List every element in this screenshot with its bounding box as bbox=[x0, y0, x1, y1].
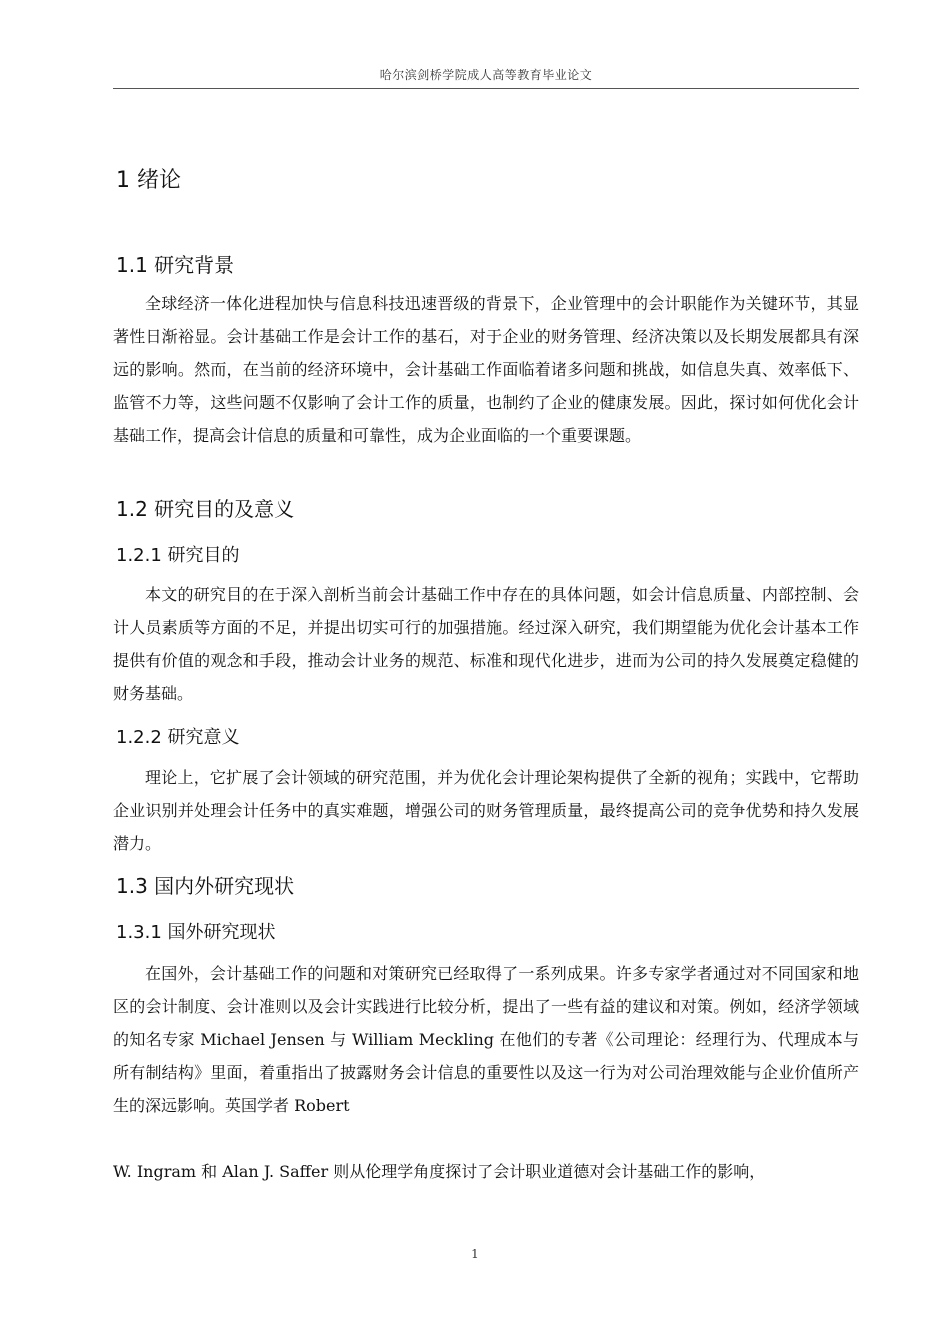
header-rule bbox=[113, 88, 859, 89]
section-heading-1-2: 1.2 研究目的及意义 bbox=[116, 497, 295, 521]
page-number: 1 bbox=[471, 1247, 479, 1261]
section-heading-1-2-2: 1.2.2 研究意义 bbox=[116, 727, 240, 748]
paragraph-significance: 理论上，它扩展了会计领域的研究范围，并为优化会计理论架构提供了全新的视角；实践中，它帮助企业识别并处理会计任务中的真实难题，增强公司的财务管理质量，最终提高公司的竞争优势和持久发展潜力。 bbox=[113, 768, 859, 853]
section-heading-1-3-1: 1.3.1 国外研究现状 bbox=[116, 922, 276, 943]
section-heading-1-1: 1.1 研究背景 bbox=[116, 253, 235, 277]
paragraph-purpose: 本文的研究目的在于深入剖析当前会计基础工作中存在的具体问题，如会计信息质量、内部控制、会计人员素质等方面的不足，并提出切实可行的加强措施。经过深入研究，我们期望能为优化会计基本工作提供有价值的观念和手段，推动会计业务的规范、标准和现代化进步，进而为公司的持久发展奠定稳健的财务基础。 bbox=[113, 585, 859, 703]
paragraph-background: 全球经济一体化进程加快与信息科技迅速晋级的背景下，企业管理中的会计职能作为关键环节，其显著性日渐裕显。会计基础工作是会计工作的基石，对于企业的财务管理、经济决策以及长期发展都具有深远的影响。然而，在当前的经济环境中，会计基础工作面临着诸多问题和挑战，如信息失真、效率低下、监管不力等，这些问题不仅影响了会计工作的质量，也制约了企业的健康发展。因此，探讨如何优化会计基础工作，提高会计信息的质量和可靠性，成为企业面临的一个重要课题。 bbox=[113, 294, 859, 445]
paragraph-foreign-research-continued: W. Ingram 和 Alan J. Saffer 则从伦理学角度探讨了会计职业道德对会计基础工作的影响， bbox=[113, 1162, 766, 1181]
running-header: 哈尔滨剑桥学院成人高等教育毕业论文 bbox=[379, 68, 593, 82]
section-heading-1-2-1: 1.2.1 研究目的 bbox=[116, 545, 240, 566]
paragraph-foreign-research: 在国外，会计基础工作的问题和对策研究已经取得了一系列成果。许多专家学者通过对不同国家和地区的会计制度、会计准则以及会计实践进行比较分析，提出了一些有益的建议和对策。例如，经济学领域的知名专家 Michael Jensen 与 William Meckling 在他们的专著《公司理论：经理行为、代理成本与所有制结构》里面，着重指出了披露财务会计信息的重要性以及这一行为对公司治理效能与企业价值所产生的深远影响。英国学者 Robert bbox=[113, 964, 859, 1115]
section-heading-1-3: 1.3 国内外研究现状 bbox=[116, 874, 295, 898]
chapter-heading: 1 绪论 bbox=[116, 168, 181, 193]
